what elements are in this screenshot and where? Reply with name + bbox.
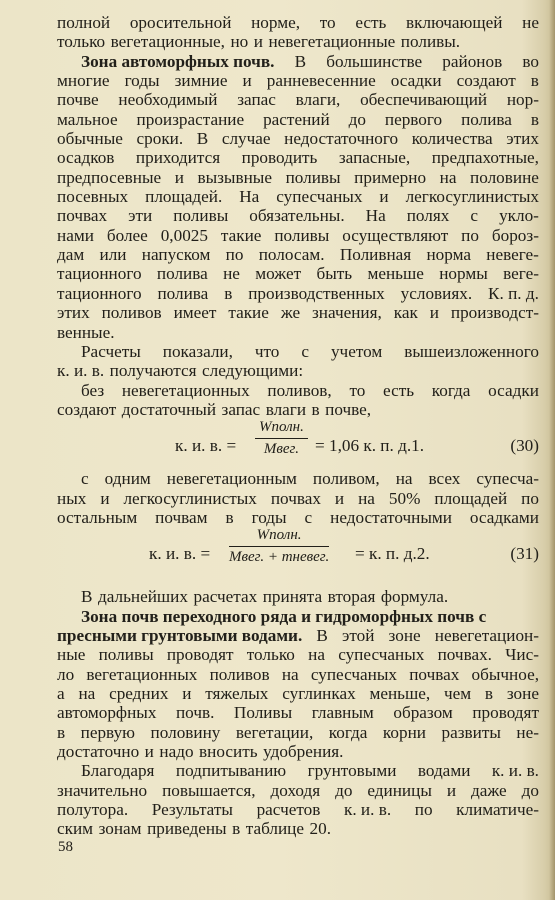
- word: быть: [316, 264, 353, 284]
- word: растений: [263, 109, 330, 129]
- word: осадков: [57, 148, 115, 168]
- word: даже: [471, 780, 507, 800]
- word: тяжелых: [205, 683, 269, 703]
- word: приведены: [147, 819, 227, 839]
- word: и: [334, 488, 345, 508]
- word: ранневесенние: [266, 71, 376, 91]
- word: в: [484, 683, 494, 703]
- text-line: [57, 645, 539, 664]
- formula-number: (30): [510, 436, 539, 456]
- formula-fraction: [255, 419, 308, 458]
- word: невегетационным: [166, 469, 297, 489]
- word: по: [414, 800, 433, 820]
- text-line: [57, 508, 539, 527]
- word: Зона почв переходного ряда и гидроморфных почв с: [81, 606, 487, 626]
- word: и: [144, 742, 154, 761]
- word: не: [522, 13, 539, 32]
- word: такие: [228, 303, 269, 323]
- word: поливы: [98, 645, 154, 665]
- word: осадки: [390, 71, 442, 91]
- word: и: [242, 71, 252, 91]
- word: предпахотные,: [431, 148, 539, 168]
- word: вегетационных: [86, 664, 198, 684]
- word: влаги,: [295, 90, 341, 110]
- word: почвах: [270, 488, 321, 508]
- word: невегетационные: [268, 32, 396, 52]
- text-line: [57, 168, 539, 187]
- word: в: [57, 722, 66, 742]
- word: поливы: [173, 206, 229, 226]
- text-block-2: [57, 469, 539, 527]
- word: учетом: [330, 341, 383, 361]
- spacer: [57, 577, 539, 587]
- word: автоморфных: [57, 703, 157, 723]
- word: зоне: [506, 683, 539, 703]
- text-line: [57, 71, 539, 90]
- word: ных: [57, 488, 87, 508]
- word: но: [230, 32, 249, 52]
- word: показали,: [162, 341, 233, 361]
- word: многие: [57, 71, 110, 91]
- word: Поливная: [339, 245, 412, 265]
- word: нами: [57, 225, 94, 245]
- text-line: [57, 32, 539, 51]
- word: одним: [104, 469, 151, 489]
- word: меньше: [367, 264, 424, 284]
- word: на: [395, 469, 413, 489]
- word: В: [294, 51, 307, 71]
- word: и: [182, 683, 192, 703]
- word: производственных: [248, 283, 385, 303]
- word: полива: [157, 283, 209, 303]
- word: обеспечивающий: [360, 90, 488, 110]
- word: есть: [355, 13, 387, 32]
- word: невеге-: [486, 245, 539, 265]
- word: эти: [128, 206, 153, 226]
- text-line: [57, 684, 539, 703]
- word: по: [225, 245, 244, 265]
- word: более: [106, 225, 148, 245]
- word: легкосуглинистых: [405, 187, 539, 207]
- page-edge-shadow: [549, 0, 555, 900]
- word: 0,0025: [160, 225, 208, 245]
- word: или: [99, 245, 127, 265]
- word: Результаты: [151, 800, 233, 820]
- word: и: [379, 187, 389, 207]
- word: полива: [461, 109, 512, 129]
- word: достаточный: [121, 399, 217, 419]
- word: полутора.: [57, 800, 129, 820]
- word: вторая: [327, 587, 376, 607]
- word: необходимый: [118, 90, 218, 110]
- word: запасные,: [338, 148, 411, 168]
- word: суглинках: [282, 683, 356, 703]
- word: расчетах: [193, 587, 258, 607]
- text-line: [57, 323, 539, 342]
- word: ским: [57, 819, 94, 839]
- word: примерно: [354, 167, 427, 187]
- word: бороз-: [491, 225, 539, 245]
- word: В: [81, 587, 93, 607]
- text-line: [57, 361, 539, 380]
- text-block-3: [57, 587, 539, 838]
- word: не-: [516, 722, 539, 742]
- word: всех: [428, 469, 461, 489]
- word: в: [232, 819, 241, 839]
- word: водами: [417, 761, 471, 781]
- word: случае: [221, 129, 271, 149]
- word: с: [301, 341, 309, 361]
- text-line: [57, 703, 539, 722]
- word: главным: [311, 703, 374, 723]
- word: невегетационных: [121, 380, 250, 400]
- word: к. и. в.: [491, 761, 539, 781]
- word: к. и. в.: [343, 800, 392, 820]
- word: до: [521, 780, 539, 800]
- text-line: [57, 761, 539, 780]
- word: произрастание: [136, 109, 245, 129]
- word: поливов: [101, 303, 162, 323]
- word: ные: [57, 645, 86, 665]
- word: поливов,: [267, 380, 332, 400]
- text-line: [57, 284, 539, 303]
- word: недостаточными: [330, 507, 452, 527]
- word: полях: [406, 206, 450, 226]
- text-line: [57, 742, 539, 761]
- word: и: [253, 32, 263, 52]
- word: зонам: [98, 819, 142, 839]
- text-line: [57, 110, 539, 129]
- text-line: [57, 489, 539, 508]
- text-line: [57, 469, 539, 488]
- word: чем: [443, 683, 472, 703]
- word: вызывные: [197, 167, 272, 187]
- word: половину: [150, 722, 221, 742]
- word: норме,: [251, 13, 301, 32]
- word: почв.: [175, 703, 215, 723]
- word: повышается,: [162, 780, 256, 800]
- word: площадей: [434, 488, 508, 508]
- formula-number: (31): [510, 544, 539, 564]
- page-number: 58: [58, 839, 73, 855]
- word: Благодаря: [81, 761, 155, 781]
- word: то: [319, 13, 336, 32]
- word: вносить: [199, 742, 258, 761]
- word: На: [365, 206, 386, 226]
- word: получаются: [109, 361, 197, 381]
- word: оросительной: [129, 13, 232, 32]
- word: как: [393, 303, 418, 323]
- text-line: [57, 587, 539, 606]
- word: остальным: [57, 507, 138, 527]
- word: доходя: [270, 780, 321, 800]
- word: супесчаных: [338, 645, 425, 665]
- word: во: [522, 51, 539, 71]
- text-line: [57, 52, 539, 71]
- word: и: [174, 167, 184, 187]
- text-line: [57, 607, 539, 626]
- text-line: [57, 819, 539, 838]
- word: приходится: [135, 148, 221, 168]
- word: В: [196, 129, 209, 149]
- word: может: [255, 264, 302, 284]
- word: условиях.: [400, 283, 473, 303]
- word: поливом,: [312, 469, 380, 489]
- word: следующими:: [202, 361, 304, 381]
- word: предпосевные: [57, 167, 162, 187]
- word: не: [223, 264, 240, 284]
- word: легкосуглинистых: [123, 488, 257, 508]
- word: количества: [411, 129, 493, 149]
- word: до: [348, 109, 366, 129]
- word: полива: [156, 264, 208, 284]
- text-line: [57, 206, 539, 225]
- word: на: [78, 683, 96, 703]
- word: недостаточного: [284, 129, 399, 149]
- word: сроки.: [136, 129, 184, 149]
- word: без: [81, 380, 105, 400]
- text-line: [57, 342, 539, 361]
- word: значения,: [312, 303, 382, 323]
- word: поливы: [285, 167, 341, 187]
- word: проводят: [166, 645, 234, 665]
- text-line: [57, 264, 539, 283]
- word: поливы.: [400, 32, 461, 52]
- word: нормы: [439, 264, 488, 284]
- word: площадей.: [145, 187, 223, 207]
- formula-31: [57, 527, 539, 577]
- word: есть: [383, 380, 415, 400]
- word: с: [304, 507, 313, 527]
- word: проводить: [241, 148, 318, 168]
- word: образом: [393, 703, 453, 723]
- word: дам: [57, 245, 85, 265]
- word: венные.: [57, 322, 115, 342]
- word: когда: [431, 380, 471, 400]
- word: надо: [159, 742, 194, 761]
- word: 50%: [388, 488, 421, 508]
- word: то: [349, 380, 366, 400]
- formula-numerator: Wполн.: [229, 527, 329, 547]
- word: годы: [124, 71, 160, 91]
- formula-lhs: к. и. в. =: [149, 544, 211, 564]
- word: достаточно: [57, 742, 140, 761]
- word: этих: [57, 303, 90, 323]
- word: с: [470, 206, 479, 226]
- word: создают: [456, 71, 516, 91]
- formula-30: [57, 419, 539, 469]
- word: полной: [57, 13, 111, 32]
- word: запас: [237, 90, 276, 110]
- word: почве: [57, 90, 99, 110]
- word: В: [316, 625, 328, 645]
- word: супесчаных: [310, 664, 398, 684]
- word: этой: [341, 625, 375, 645]
- word: таблице: [245, 819, 304, 839]
- word: климатиче-: [456, 800, 539, 820]
- word: почве,: [325, 399, 372, 419]
- word: грунтовыми: [307, 761, 397, 781]
- word: невегетацион-: [434, 625, 539, 645]
- word: расчетов: [256, 800, 321, 820]
- word: в: [225, 507, 234, 527]
- word: полосам.: [258, 245, 325, 265]
- word: к. и. в.: [57, 361, 105, 381]
- text-block-1: [57, 13, 539, 419]
- word: вегетации,: [235, 722, 314, 742]
- word: производст-: [450, 303, 539, 323]
- word: и: [100, 488, 110, 508]
- word: же: [280, 303, 301, 323]
- word: ло: [57, 664, 75, 684]
- word: мальное: [57, 109, 118, 129]
- word: в: [224, 283, 233, 303]
- word: тационного: [57, 264, 142, 284]
- text-line: [57, 187, 539, 206]
- word: Чис-: [505, 645, 539, 665]
- word: такие: [220, 225, 262, 245]
- word: что: [254, 341, 280, 361]
- text-line: [57, 129, 539, 148]
- word: норма: [426, 245, 471, 265]
- word: почвах.: [437, 645, 492, 665]
- word: на: [308, 645, 325, 665]
- word: тационного: [57, 283, 142, 303]
- word: осуществляют: [342, 225, 449, 245]
- word: только: [246, 645, 295, 665]
- word: и: [446, 780, 457, 800]
- word: принята: [262, 587, 323, 607]
- word: меньше,: [369, 683, 431, 703]
- word: влаги: [265, 399, 307, 419]
- word: На: [239, 187, 260, 207]
- word: укло-: [499, 206, 539, 226]
- word: подпитыванию: [175, 761, 287, 781]
- word: а: [57, 683, 65, 703]
- word: единицы: [367, 780, 432, 800]
- text-line: [57, 148, 539, 167]
- word: формула.: [380, 587, 449, 607]
- word: вышеизложенного: [404, 341, 539, 361]
- word: создают: [57, 399, 117, 419]
- word: этих: [506, 129, 539, 149]
- word: значительно: [57, 780, 148, 800]
- word: развиты: [441, 722, 501, 742]
- text-line: [57, 800, 539, 819]
- word: первого: [384, 109, 443, 129]
- formula-numerator: Wполн.: [255, 419, 308, 439]
- word: поливов: [209, 664, 270, 684]
- text-line: [57, 400, 539, 419]
- word: на: [358, 488, 375, 508]
- word: пресными грунтовыми водами.: [57, 625, 303, 645]
- text-line: [57, 626, 539, 645]
- text-line: [57, 226, 539, 245]
- word: удобрения.: [263, 742, 344, 761]
- word: на: [281, 664, 299, 684]
- word: почвам: [155, 507, 208, 527]
- word: осадки: [488, 380, 539, 400]
- word: половине: [470, 167, 539, 187]
- word: Расчеты: [81, 341, 141, 361]
- word: обязательны.: [249, 206, 345, 226]
- word: корни: [382, 722, 426, 742]
- text-line: [57, 381, 539, 400]
- word: посевных: [57, 187, 129, 207]
- word: вегетационные,: [110, 32, 225, 52]
- text-line: [57, 303, 539, 322]
- word: почвах: [409, 664, 460, 684]
- word: поливы: [274, 225, 330, 245]
- text-line: [57, 245, 539, 264]
- word: районов: [442, 51, 503, 71]
- word: в: [311, 399, 320, 419]
- formula-rhs: = к. п. д.2.: [355, 544, 430, 564]
- word: обычное,: [471, 664, 539, 684]
- word: большинстве: [326, 51, 423, 71]
- word: К. п. д.: [488, 283, 539, 303]
- word: веге-: [503, 264, 539, 284]
- formula-denominator: Mвег.: [263, 441, 299, 458]
- word: и: [429, 303, 439, 323]
- word: Поливы: [233, 703, 293, 723]
- formula-lhs: к. и. в. =: [175, 436, 237, 456]
- word: годы: [251, 507, 287, 527]
- text-line: [57, 781, 539, 800]
- word: дальнейших: [97, 587, 188, 607]
- word: осадками: [469, 507, 539, 527]
- word: когда: [328, 722, 368, 742]
- word: супесча-: [476, 469, 539, 489]
- word: имеет: [173, 303, 217, 323]
- word: 20.: [309, 819, 331, 839]
- word: по: [461, 225, 479, 245]
- word: в: [530, 109, 539, 129]
- text-line: [57, 90, 539, 109]
- word: проводят: [472, 703, 539, 723]
- word: средних: [109, 683, 169, 703]
- word: только: [57, 32, 106, 52]
- word: с: [81, 469, 89, 489]
- word: запас: [221, 399, 261, 419]
- word: в: [530, 71, 539, 91]
- word: включающей: [406, 13, 503, 32]
- formula-rhs: = 1,06 к. п. д.1.: [315, 436, 425, 456]
- word: супесчаных: [276, 187, 363, 207]
- formula-fraction: [229, 527, 329, 566]
- text-line: [57, 13, 539, 32]
- word: зоне: [388, 625, 421, 645]
- word: по: [521, 488, 539, 508]
- body-text: [57, 13, 539, 839]
- text-line: [57, 665, 539, 684]
- word: на: [439, 167, 457, 187]
- word: почвах: [57, 206, 108, 226]
- word: до: [335, 780, 353, 800]
- word: Зона автоморфных почв.: [81, 51, 275, 71]
- formula-denominator: Mвег. + mневег.: [229, 549, 330, 566]
- word: нор-: [506, 90, 539, 110]
- word: обычные: [57, 129, 123, 149]
- word: напуском: [141, 245, 211, 265]
- word: первую: [80, 722, 136, 742]
- word: зимние: [174, 71, 228, 91]
- text-line: [57, 723, 539, 742]
